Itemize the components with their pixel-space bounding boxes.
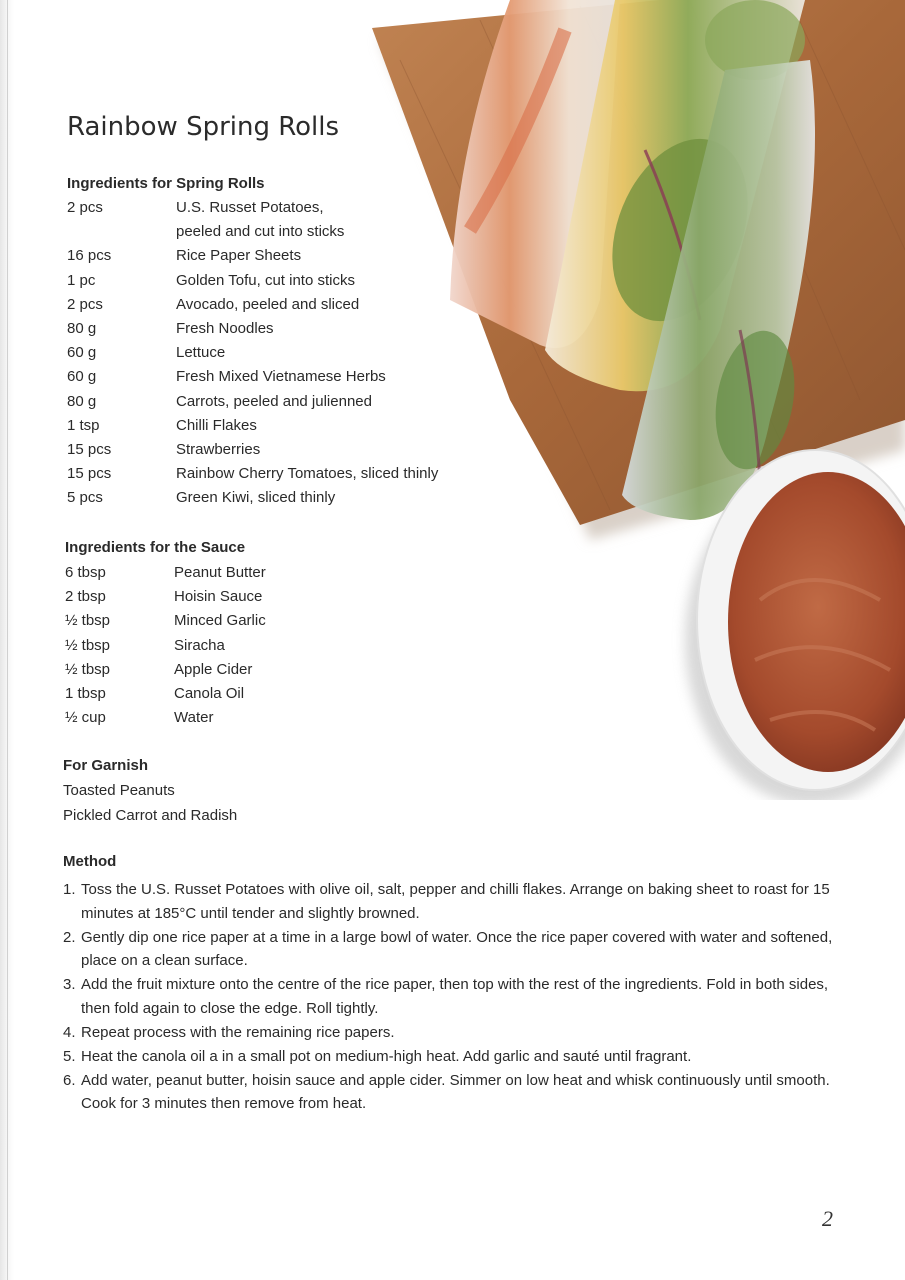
ingredient-quantity: ½ cup: [65, 709, 106, 727]
ingredient-name: Fresh Mixed Vietnamese Herbs: [176, 368, 386, 386]
ingredient-name: peeled and cut into sticks: [176, 223, 345, 241]
ingredient-row: [67, 294, 438, 318]
step-number: 4.: [63, 1023, 76, 1041]
garnish-heading: For Garnish: [63, 757, 149, 774]
ingredient-name: Carrots, peeled and julienned: [176, 392, 372, 410]
spring-rolls-ingredient-list: [67, 197, 438, 511]
ingredient-row: [67, 342, 438, 366]
garnish-item: Toasted Peanuts: [63, 782, 175, 799]
ingredient-row: [67, 318, 438, 342]
step-text: Repeat process with the remaining rice papers.: [81, 1023, 395, 1041]
ingredient-quantity: 1 tbsp: [65, 684, 106, 702]
step-number: 6.: [63, 1071, 76, 1089]
ingredient-quantity: 2 pcs: [67, 199, 103, 216]
ingredient-quantity: 60 g: [67, 344, 97, 362]
step-number: 5.: [63, 1047, 76, 1065]
ingredient-row: [67, 245, 438, 269]
ingredient-row: [65, 586, 266, 610]
method-step: [63, 973, 838, 1020]
ingredient-name: Water: [174, 709, 214, 727]
spring-rolls-photo: [360, 0, 905, 800]
ingredient-name: Rice Paper Sheets: [176, 247, 302, 265]
ingredient-row: [67, 197, 438, 221]
method-step: [63, 926, 838, 973]
ingredient-name: Avocado, peeled and sliced: [176, 295, 360, 313]
ingredient-quantity: ½ tbsp: [65, 612, 111, 630]
ingredient-quantity: 1 tsp: [67, 416, 100, 434]
ingredient-row: [67, 439, 438, 463]
ingredient-row: [65, 659, 266, 683]
ingredient-row: [65, 683, 266, 707]
method-heading: Method: [63, 853, 117, 870]
method-step: [63, 1021, 838, 1045]
garnish-item: Pickled Carrot and Radish: [63, 806, 238, 824]
recipe-title: Rainbow Spring Rolls: [67, 112, 340, 142]
step-text: Heat the canola oil a in a small pot on medium-high heat. Add garlic and sauté until fragrant.: [81, 1047, 692, 1065]
ingredient-row: [67, 463, 438, 487]
method-step: [63, 878, 838, 925]
ingredient-row: [67, 221, 438, 245]
ingredient-name: Green Kiwi, sliced thinly: [176, 489, 336, 507]
ingredient-name: Canola Oil: [174, 684, 245, 702]
garnish-list: [63, 780, 237, 829]
ingredient-quantity: 16 pcs: [67, 247, 112, 265]
ingredient-name: Golden Tofu, cut into sticks: [176, 271, 355, 289]
ingredient-quantity: 2 pcs: [67, 295, 103, 313]
ingredient-name: Siracha: [174, 636, 225, 654]
ingredient-row: [67, 366, 438, 390]
ingredient-row: [67, 415, 438, 439]
ingredient-quantity: ½ tbsp: [65, 660, 111, 678]
ingredient-name: Peanut Butter: [174, 564, 266, 581]
step-number: 2.: [63, 928, 76, 946]
ingredient-quantity: 80 g: [67, 319, 97, 337]
ingredient-row: [65, 610, 266, 634]
method-step: [63, 1045, 838, 1069]
ingredient-name: Hoisin Sauce: [174, 588, 263, 606]
spring-rolls-heading: Ingredients for Spring Rolls: [67, 175, 265, 192]
ingredient-quantity: ½ tbsp: [65, 636, 111, 654]
ingredient-quantity: 60 g: [67, 368, 97, 386]
ingredient-name: Lettuce: [176, 344, 226, 362]
sauce-heading: Ingredients for the Sauce: [65, 539, 246, 556]
ingredient-row: [67, 487, 438, 511]
method-step: [63, 1069, 838, 1116]
ingredient-quantity: 80 g: [67, 392, 97, 410]
ingredient-name: Minced Garlic: [174, 612, 266, 630]
ingredient-quantity: 5 pcs: [67, 489, 103, 507]
ingredient-row: [65, 562, 266, 586]
ingredient-quantity: 1 pc: [67, 271, 96, 289]
ingredient-name: Fresh Noodles: [176, 319, 274, 337]
ingredient-quantity: 2 tbsp: [65, 588, 106, 606]
ingredient-row: [65, 635, 266, 659]
step-text: Toss the U.S. Russet Potatoes with olive oil, salt, pepper and chilli flakes. Arrange on baking sheet to roast for 15 minutes at 185°C until tender and slightly browned.: [81, 881, 830, 922]
step-text: Add water, peanut butter, hoisin sauce and apple cider. Simmer on low heat and whisk continuously until smooth. Cook for 3 minutes then remove from heat.: [81, 1071, 830, 1112]
step-number: 1.: [63, 881, 76, 898]
step-number: 3.: [63, 976, 76, 993]
ingredient-name: Strawberries: [176, 440, 261, 458]
method-steps: [63, 878, 838, 1116]
ingredient-row: [65, 707, 266, 731]
step-text: Add the fruit mixture onto the centre of the rice paper, then top with the rest of the ingredients. Fold in both sides, then fold again to close the edge. Roll tightly.: [81, 976, 829, 1017]
ingredient-quantity: [67, 221, 176, 245]
ingredient-name: Rainbow Cherry Tomatoes, sliced thinly: [176, 465, 439, 483]
ingredient-name: U.S. Russet Potatoes,: [176, 199, 324, 216]
ingredient-row: [67, 391, 438, 415]
ingredient-row: [67, 270, 438, 294]
ingredient-quantity: 15 pcs: [67, 440, 112, 458]
ingredient-name: Chilli Flakes: [176, 416, 257, 434]
sauce-ingredient-list: [65, 562, 266, 731]
step-text: Gently dip one rice paper at a time in a large bowl of water. Once the rice paper covered with water and softened, place on a clean surface.: [81, 928, 833, 969]
page-number: 2: [822, 1206, 833, 1231]
ingredient-quantity: 15 pcs: [67, 465, 112, 483]
ingredient-name: Apple Cider: [174, 660, 253, 678]
ingredient-quantity: 6 tbsp: [65, 564, 106, 581]
scan-line: [7, 0, 8, 1280]
